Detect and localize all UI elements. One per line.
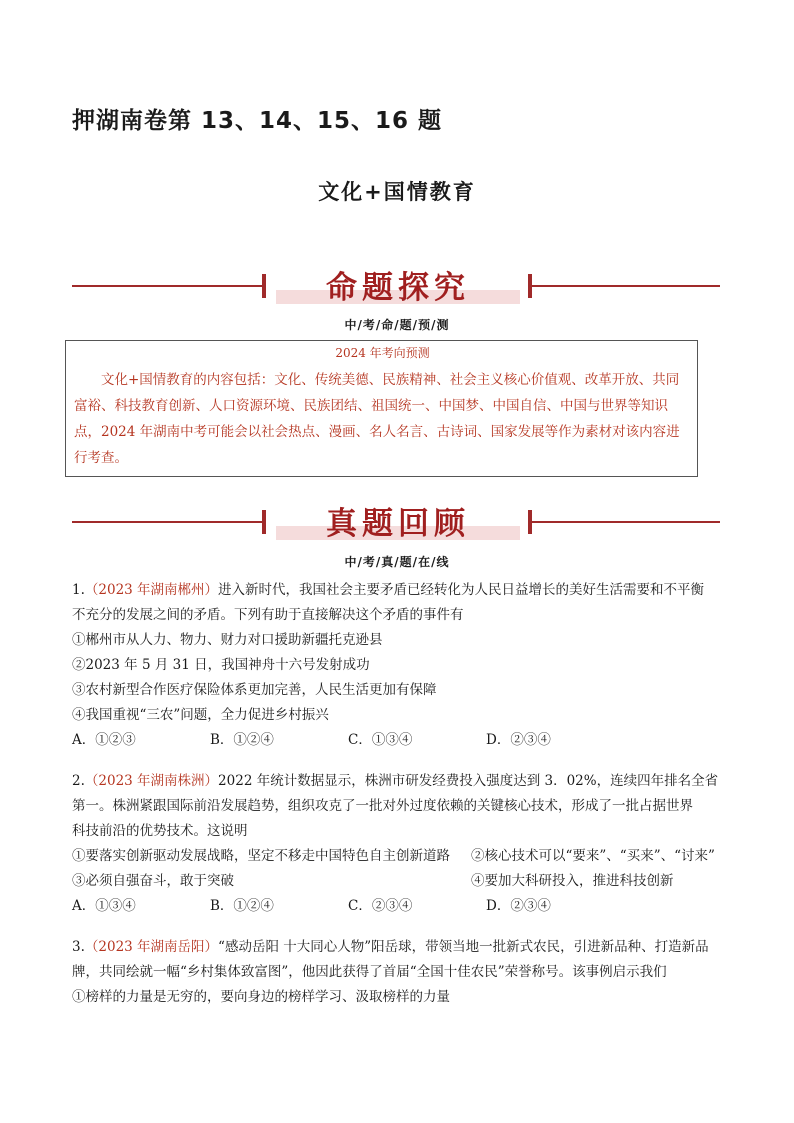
question-stem <box>72 769 722 794</box>
question-stem <box>72 578 722 603</box>
question-number: 2. <box>72 773 85 789</box>
section-label: 中/考/真/题/在/线 <box>344 555 450 569</box>
question-item: ④要加大科研投入，推进科技创新 <box>471 873 674 889</box>
question-stem-first: “感动岳阳 十大同心人物”阳岳球，带领当地一批新式农民，引进新品种、打造新品 <box>218 939 709 955</box>
question-item: ①郴州市从人力、物力、财力对口援助新疆托克逊县 <box>72 632 383 648</box>
option-c[interactable]: C．①③④ <box>348 732 413 748</box>
question-stem <box>72 935 722 960</box>
question-item: ③必须自强奋斗，敢于突破 <box>72 873 234 889</box>
banner-right-line <box>532 285 720 287</box>
question-stem-line: 第一。株洲紧跟国际前沿发展趋势，组织攻克了一批对外过度依赖的关键核心技术，形成了一批占据世界 <box>72 798 693 814</box>
forecast-line: 点，2024 年湖南中考可能会以社会热点、漫画、名人名言、古诗词、国家发展等作为素材对该内容进 <box>74 424 680 440</box>
banner-right-line <box>532 521 720 523</box>
option-c[interactable]: C．②③④ <box>348 898 413 914</box>
question-number: 1. <box>72 582 85 598</box>
forecast-heading: 2024 年考向预测 <box>335 346 430 360</box>
question-stem-first: 2022 年统计数据显示，株洲市研发经费投入强度达到 3．02%，连续四年排名全省 <box>218 773 719 789</box>
question-item-row <box>72 844 722 869</box>
option-a[interactable]: A．①③④ <box>72 898 136 914</box>
question-item-row <box>72 869 722 894</box>
banner-left-line <box>72 285 262 287</box>
question-stem-line: 牌，共同绘就一幅“乡村集体致富图”，他因此获得了首届“全国十佳农民”荣誉称号。该事例启示我们 <box>72 964 667 980</box>
question-item: ②2023 年 5 月 31 日，我国神舟十六号发射成功 <box>72 657 370 673</box>
question-3 <box>72 935 722 1010</box>
section-banner-title: 命题探究 <box>326 270 470 306</box>
question-item: ③农村新型合作医疗保险体系更加完善，人民生活更加有保障 <box>72 682 437 698</box>
option-d[interactable]: D．②③④ <box>486 732 551 748</box>
section-label: 中/考/命/题/预/测 <box>344 318 450 332</box>
question-source: （2023 年湖南株洲） <box>84 773 219 789</box>
forecast-box <box>65 340 698 477</box>
page-subtitle: 文化+国情教育 <box>318 180 476 204</box>
forecast-line: 富裕、科技教育创新、人口资源环境、民族团结、祖国统一、中国梦、中国自信、中国与世界等知识 <box>74 398 668 414</box>
question-source: （2023 年湖南郴州） <box>84 582 219 598</box>
question-2 <box>72 769 722 919</box>
question-item: ②核心技术可以“要来”、“买来”、“讨来” <box>471 848 715 864</box>
question-stem-line: 科技前沿的优势技术。这说明 <box>72 823 248 839</box>
question-1 <box>72 578 722 753</box>
question-item: ①要落实创新驱动发展战略，坚定不移走中国特色自主创新道路 <box>72 848 450 864</box>
banner-left-tick <box>262 274 266 298</box>
question-stem-line: 不充分的发展之间的矛盾。下列有助于直接解决这个矛盾的事件有 <box>72 607 464 623</box>
forecast-line: 行考查。 <box>74 450 128 466</box>
option-b[interactable]: B．①②④ <box>210 732 274 748</box>
option-b[interactable]: B．①②④ <box>210 898 274 914</box>
page-title: 押湖南卷第 13、14、15、16 题 <box>72 108 443 134</box>
banner-left-line <box>72 521 262 523</box>
options-row <box>72 894 722 919</box>
question-source: （2023 年湖南岳阳） <box>84 939 219 955</box>
question-stem-first: 进入新时代，我国社会主要矛盾已经转化为人民日益增长的美好生活需要和不平衡 <box>218 582 705 598</box>
options-row <box>72 728 722 753</box>
forecast-line: 文化+国情教育的内容包括：文化、传统美德、民族精神、社会主义核心价值观、改革开放、共同 <box>101 372 680 388</box>
question-number: 3. <box>72 939 85 955</box>
question-item: ④我国重视“三农”问题，全力促进乡村振兴 <box>72 707 329 723</box>
forecast-paragraph <box>74 367 690 471</box>
option-d[interactable]: D．②③④ <box>486 898 551 914</box>
question-item: ①榜样的力量是无穷的，要向身边的榜样学习、汲取榜样的力量 <box>72 989 450 1005</box>
option-a[interactable]: A．①②③ <box>72 732 136 748</box>
section-banner-title: 真题回顾 <box>326 506 470 542</box>
banner-left-tick <box>262 510 266 534</box>
